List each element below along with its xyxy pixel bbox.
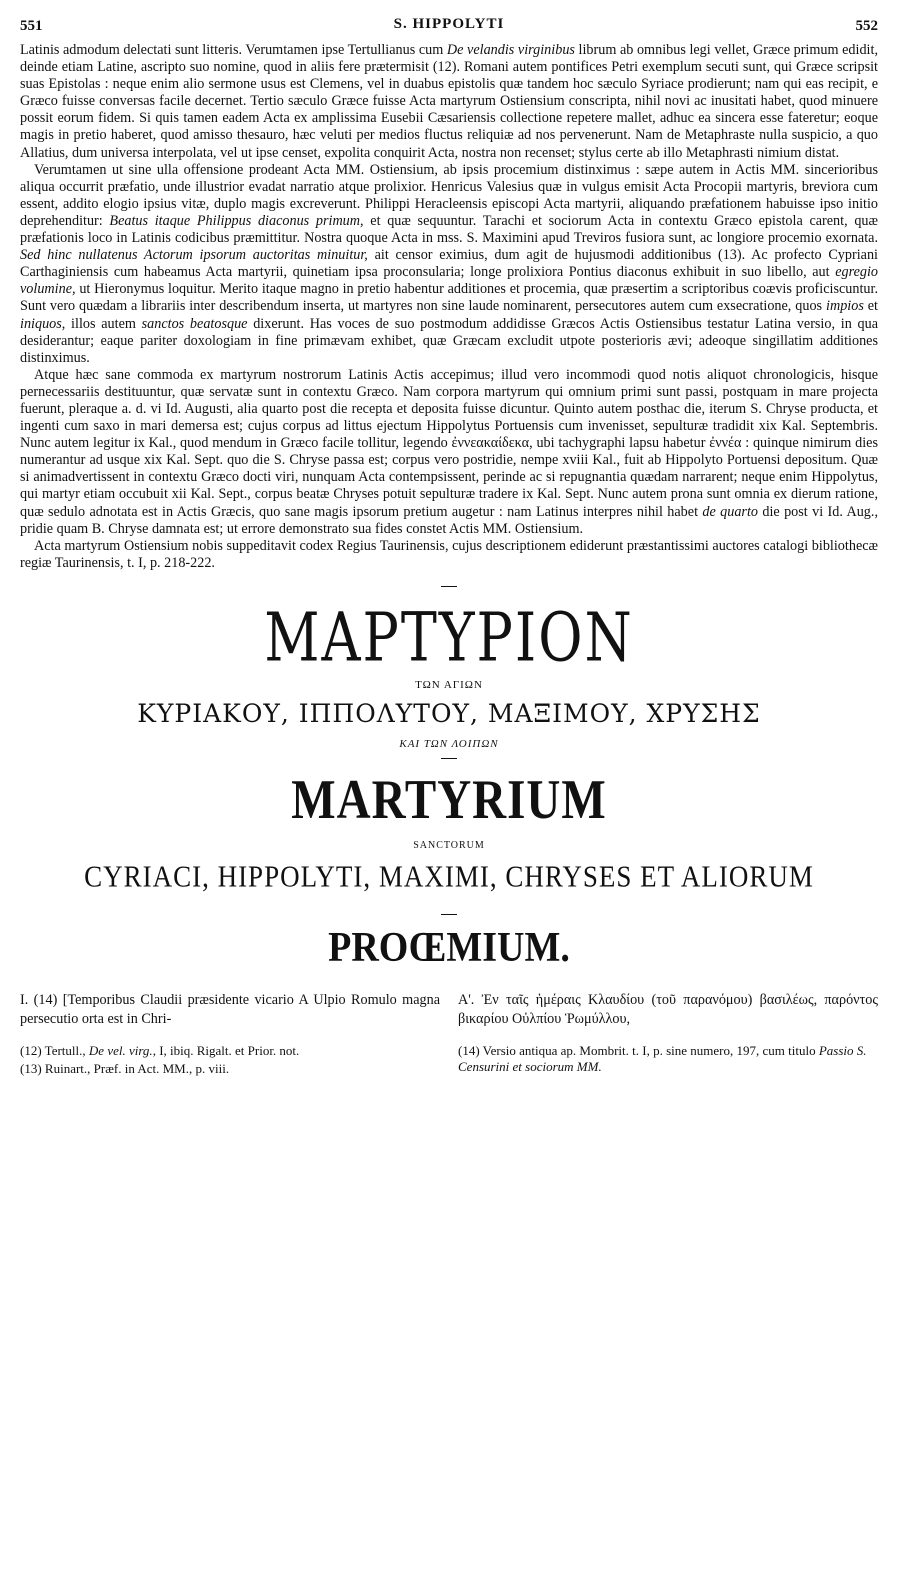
intro-paragraph-4: Acta martyrum Ostiensium nobis suppeditavit codex Regius Taurinensis, cujus descriptionem ediderunt præstantissimi auctores catalogi bibliothecæ regiæ Taurinensis, t. I, p. 218-222. <box>20 537 878 571</box>
footnote-14 <box>458 1043 878 1075</box>
text-span: ut Hieronymus loquitur. Merito itaque magno in pretio habentur additiones et procemia, quæ præsertim a scriptoribus coævis proficiscuntur. Sunt vero quædam a librariis inter describendum inserta, ut martyres non sine laude nominarent, persecutores autem cum exsecratione, quos <box>20 281 878 315</box>
footnotes-right <box>458 1043 878 1079</box>
text-span: dixerunt. Has voces de suo postmodum addidisse Græcos Actis Ostiensibus testatur Latina versio, in qua desiderantur; eaque pariter doxologiam in fine primævam exhibet, quæ Græcam excludit utpote posterioris ævi; adeoque singillatim additiones distinximus. <box>20 315 879 366</box>
text-span: , et quæ sequuntur. Tarachi et sociorum Acta in contextu Græco epistola carent, quæ præfationis loco in Latinis codicibus præmittitur. Nostra quoque Acta in mss. S. Maximini apud Treviros fusiora sunt, ac longiore procemio exornata. <box>20 212 878 247</box>
footnotes-left <box>20 1043 440 1079</box>
text-span: Verumtamen ut sine ulla offensione prodeant Acta MM. Ostiensium, ab ipsis procemium distinximus : sæpe autem in Actis MM. sincerioribus aliqua occurrit præfatio, unde illustrior evadat narratio atque prolixior. Henricus Valesius quæ in vulgus emisit Acta Procopii martyris, breviora cum essent, addito elogio ipsius vitæ, duplo magis excreverunt. Philippi Heracleensis episcopi Acta martyrii, aliquando præfationem habuisse ipso initio deprehenditur: <box>20 161 878 229</box>
italic-span: De vel. virg. <box>88 1042 153 1058</box>
running-title: S. HIPPOLYTI <box>393 16 505 32</box>
greek-column <box>458 991 878 1029</box>
italic-span: de quarto <box>702 503 758 520</box>
italic-span: sanctos beatosque <box>141 315 248 332</box>
italic-span: Beatus itaque Philippus diaconus primum <box>109 212 361 229</box>
running-head <box>20 14 878 38</box>
text-span: Atque hæc sane commoda ex martyrum nostrorum Latinis Actis accepimus; illud vero incommodi quod notis aliquot chronologicis, hisque pernecessariis destituuntur, quæ servatæ sunt in contextu Græco. Nam corpora martyrum qui omnium primi sunt passi, postquam in mare projecta fuerunt, pleraque a. d. vi Id. Augusti, alia quarto post die recepta et deposita fuisse dicuntur. Quinto autem posthac die, iterum S. Chryse producta, et ingenti cum saxo in mari demersa est; cujus corpus ad littus ejectum Hippolytus Portuensis cum invenisset, sepulturæ tradidit xix Kal. Septembris. Nunc autem legitur ix Kal., quod mendum in Græco facile tollitur, legendo ἐννεακαίδεκα, ubi tachygraphi lapsu habetur ἐννέα : quinque nimirum dies numerantur ad usque xix Kal. Sept. quo die S. Chryse passa est; corpus vero postridie, nempe xviii Kal., fuit ab Hippolyto Portuensi depositum. Quæ si animadvertissent in contextu Græco docti viri, nunquam Acta contempsissent, perinde ac si repugnantia quædam narrarent; neque enim Hippolytus, qui martyr etiam occubuit xii Kal. Sept., corpus beatæ Chryses potuit sepulturæ tradere ix Kal. Sept. Nunc autem prona sunt omnia ex dierum ratione, quæ sedulo adnotata est in Actis Græcis, quo sane magis ipsorum pretium augetur : nam Latinus interpres nihil habet <box>20 366 878 520</box>
greek-subtitle-1: ΤΩΝ ΑΓΙΩΝ <box>415 678 483 691</box>
text-span: Latinis admodum delectati sunt litteris. Verumtamen ipse Tertullianus cum <box>20 42 447 58</box>
italic-span: egregio volumine, <box>20 264 878 298</box>
text-span: et <box>863 298 878 315</box>
latin-names-title: CYRIACI, HIPPOLYTI, MAXIMI, CHRYSES ET ALIORUM <box>84 858 814 894</box>
italic-span: Sed hinc nullatenus Actorum ipsorum auctoritas minuitur, <box>20 247 368 264</box>
text-span: (12) Tertull., <box>20 1042 89 1058</box>
latin-column <box>20 991 440 1029</box>
italic-span: De velandis virginibus <box>446 42 575 58</box>
latin-column-text: I. (14) [Temporibus Claudii præsidente vicario A Ulpio Romulo magna persecutio orta est in Chri- <box>20 991 440 1027</box>
intro-paragraph-3 <box>20 367 878 538</box>
footnotes <box>20 1043 878 1079</box>
divider-dash <box>441 758 457 759</box>
greek-main-title: ΜΑΡΤΥΡΙΟΝ <box>264 597 634 677</box>
intro-paragraph-2 <box>20 162 878 367</box>
proemium-heading: PROŒMIUM. <box>328 924 570 972</box>
page <box>20 14 878 1079</box>
text-span: die post vi Id. Aug., pridie quam B. Chryse damnata est; ut errore demonstrato sua fides constet Actis MM. Ostiensium. <box>20 503 878 537</box>
italic-span: Passio S. Censurini et sociorum MM. <box>458 1042 867 1074</box>
text-span: , I, ibiq. Rigalt. et Prior. not. <box>152 1042 300 1058</box>
italic-span: impios <box>826 298 864 315</box>
intro-paragraph-1 <box>20 42 878 162</box>
footnote-12 <box>20 1043 440 1059</box>
greek-subtitle-2: ΚΑΙ ΤΩΝ ΛΟΙΠΩΝ <box>399 737 499 750</box>
page-number-right: 552 <box>855 18 878 34</box>
latin-main-title: MARTYRIUM <box>291 768 607 832</box>
greek-names-title: ΚΥΡΙΑΚΟΥ, ΙΠΠΟΛΥΤΟΥ, ΜΑΞΙΜΟΥ, ΧΡΥΣΗΣ <box>137 698 761 728</box>
text-span: (14) Versio antiqua ap. Mombrit. t. I, p. sine numero, 197, cum titulo <box>458 1042 819 1058</box>
greek-column-text: A'. Ἐν ταῖς ἡμέραις Κλαυδίου (τοῦ παρανόμου) βασιλέως, παρόντος βικαρίου Οὐλπίου Ῥωμύλλου, <box>458 991 878 1027</box>
footnote-13: (13) Ruinart., Præf. in Act. MM., p. viii. <box>20 1060 230 1076</box>
parallel-columns <box>20 991 878 1029</box>
introduction-text <box>20 42 878 572</box>
italic-span: iniquos <box>20 315 62 332</box>
text-span: ait censor eximius, dum agit de hujusmodi additionibus (13). Ac profecto Cypriani Carthaginiensis cum habeamus Acta martyrii, quinetiam ipsa proconsularia; longe prolixiora Pontius diaconus exhibuit in suo libello, aut <box>20 247 878 281</box>
text-span: , illos autem <box>61 315 142 332</box>
latin-subtitle-1: SANCTORUM <box>413 839 485 851</box>
divider-dash <box>441 586 457 587</box>
text-span: librum ab omnibus legi vellet, Græce primum edidit, deinde etiam Latine, ascripto suo nomine, quod in aliis fere prætermisit (12). Romani autem pontifices Petri exemplum secuti sunt, qui Græce scripsit suas Epistolas : neque enim alio sermone usus est Clemens, vel in duabus epistolis quæ tandem hoc sæculo Syriace prodierunt; nam qui eas recipit, e Græco fuisse conversas facile decernet. Tertio sæculo Græce fuisse Acta martyrum Ostiensium conscripta, nihil novi ac inusitati habet, quod minuere possit eorum fidem. Si quis tamen eadem Acta ex amplissima Eusebii Cæsariensis collectione repetere mallet, adhuc ea sincera esse fateretur; eoque magis in pretio haberet, quod amisso thesauro, hæc veluti per medios fluctus reliquiæ ad nos pervenerunt. Nam de Metaphraste nulla suspicio, a quo Allatius, dum universa interpolata, vel ut ipse censet, expolita conquirit Acta, nostra non recenset; stylus certe ab illo Metaphrasti nimium distat. <box>20 42 878 161</box>
divider-dash <box>441 914 457 915</box>
title-block <box>20 586 878 972</box>
page-number-left: 551 <box>20 18 43 34</box>
